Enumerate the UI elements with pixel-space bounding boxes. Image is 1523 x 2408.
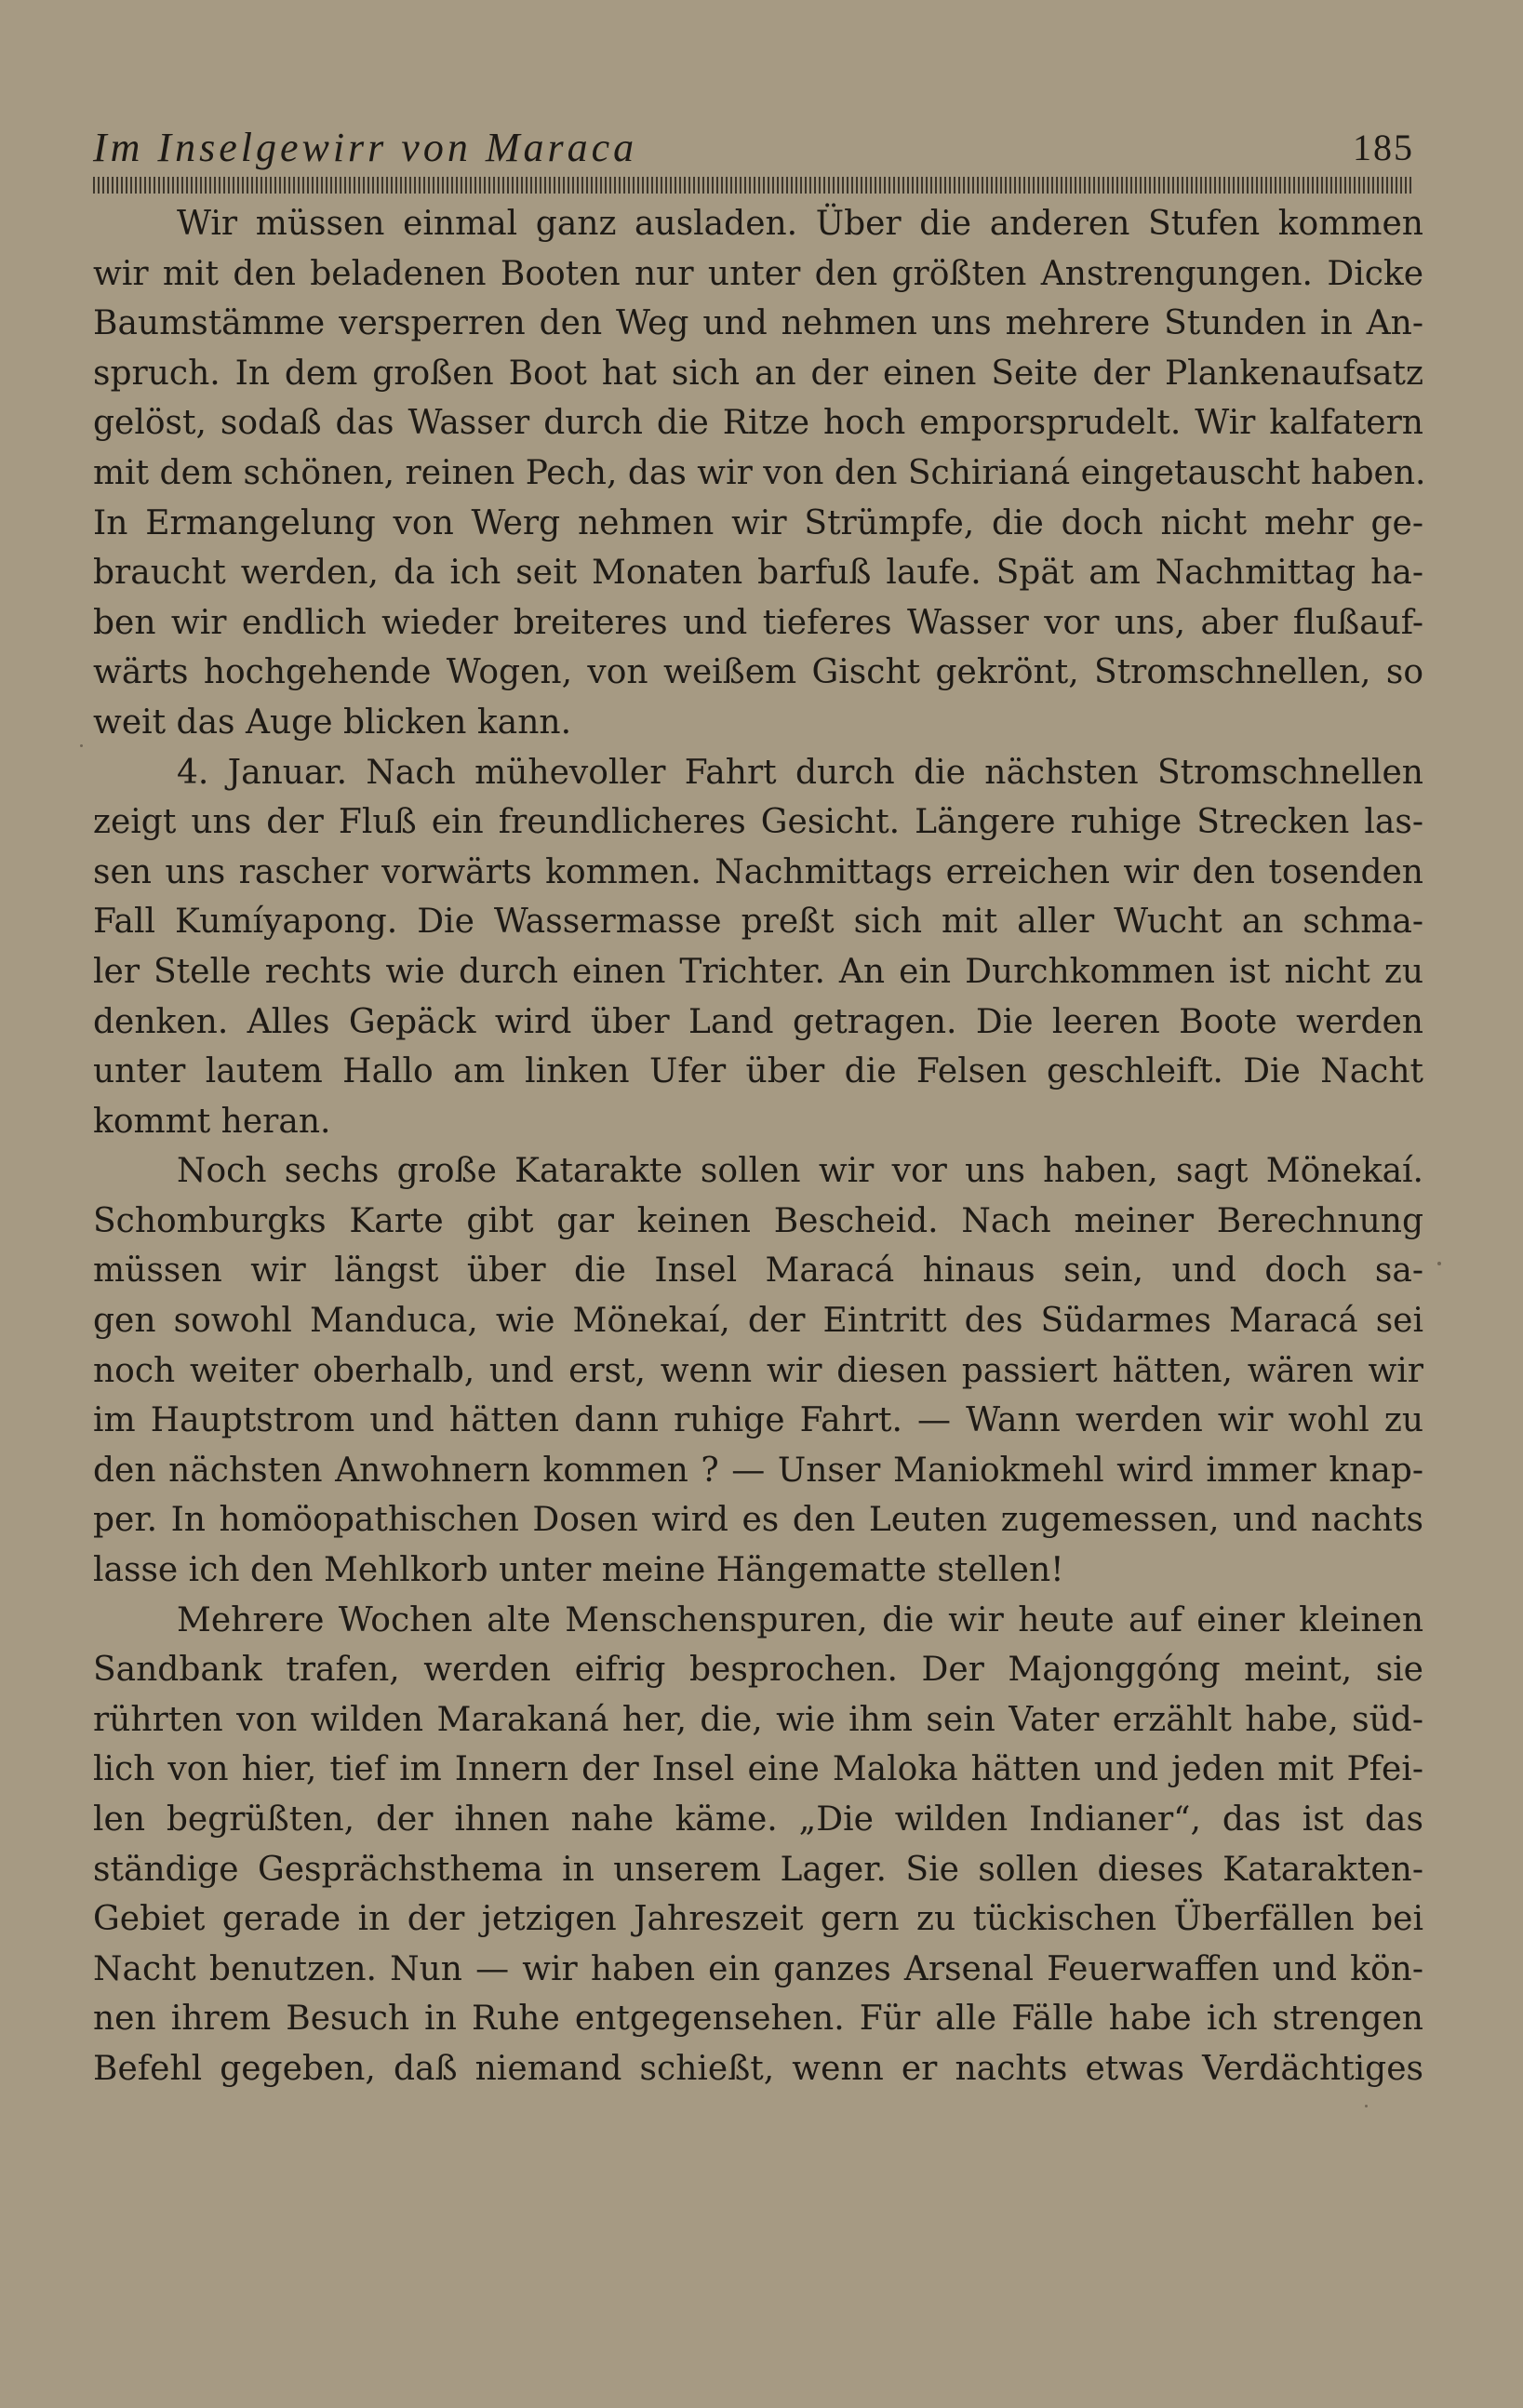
- text-line: lasse ich den Mehlkorb unter meine Hängematte stellen!: [93, 1551, 1064, 1590]
- body-text: [93, 199, 1426, 2094]
- text-line: ständige Gesprächsthema in unserem Lager. Sie sollen dieses Katarakten-: [93, 1850, 1423, 1889]
- ornamental-rule: [93, 177, 1414, 194]
- text-line: müssen wir längst über die Insel Maracá hinaus sein, und doch sa-: [93, 1251, 1423, 1291]
- text-line: Fall Kumíyapong. Die Wassermasse preßt sich mit aller Wucht an schma-: [93, 903, 1423, 942]
- text-line: mit dem schönen, reinen Pech, das wir von den Schirianá eingetauscht haben.: [93, 453, 1426, 492]
- running-head-title: Im Inselgewirr von Maraca: [93, 125, 638, 170]
- text-line: ler Stelle rechts wie durch einen Trichter. An ein Durchkommen ist nicht zu: [93, 952, 1423, 991]
- text-line: im Hauptstrom und hätten dann ruhige Fahrt. — Wann werden wir wohl zu: [93, 1401, 1423, 1440]
- text-line: noch weiter oberhalb, und erst, wenn wir diesen passiert hätten, wären wir: [93, 1351, 1423, 1390]
- text-line: Nacht benutzen. Nun — wir haben ein ganzes Arsenal Feuerwaffen und kön-: [93, 1949, 1423, 1988]
- text-line: Gebiet gerade in der jetzigen Jahreszeit gern zu tückischen Überfällen bei: [93, 1900, 1423, 1939]
- text-line: spruch. In dem großen Boot hat sich an der einen Seite der Plankenaufsatz: [93, 354, 1423, 393]
- text-line: Noch sechs große Katarakte sollen wir vor uns haben, sagt Mönekaí.: [177, 1152, 1423, 1191]
- page-number: 185: [1353, 127, 1414, 168]
- paper-speck: [1437, 1262, 1441, 1265]
- text-line: ben wir endlich wieder breiteres und tieferes Wasser vor uns, aber flußauf-: [93, 603, 1423, 642]
- text-line: wir mit den beladenen Booten nur unter den größten Anstrengungen. Dicke: [93, 254, 1423, 293]
- text-line: kommt heran.: [93, 1102, 331, 1141]
- text-line: gen sowohl Manduca, wie Mönekaí, der Eintritt des Südarmes Maracá sei: [93, 1302, 1423, 1341]
- text-line: wärts hochgehende Wogen, von weißem Gischt gekrönt, Stromschnellen, so: [93, 653, 1423, 692]
- text-line: Schomburgks Karte gibt gar keinen Bescheid. Nach meiner Berechnung: [93, 1201, 1423, 1240]
- paper-speck: [1365, 2105, 1368, 2107]
- text-line: nen ihrem Besuch in Ruhe entgegensehen. Für alle Fälle habe ich strengen: [93, 2000, 1423, 2039]
- text-line: In Ermangelung von Werg nehmen wir Strümpfe, die doch nicht mehr ge-: [93, 503, 1423, 542]
- running-head: [93, 119, 1414, 177]
- text-line: Sandbank trafen, werden eifrig besprochen. Der Majonggóng meint, sie: [93, 1651, 1423, 1690]
- text-line: braucht werden, da ich seit Monaten barfuß laufe. Spät am Nachmittag ha-: [93, 554, 1423, 593]
- text-line: den nächsten Anwohnern kommen ? — Unser Maniokmehl wird immer knap-: [93, 1451, 1423, 1490]
- text-line: rührten von wilden Marakaná her, die, wie ihm sein Vater erzählt habe, süd-: [93, 1700, 1423, 1739]
- text-line: 4. Januar. Nach mühevoller Fahrt durch die nächsten Stromschnellen: [177, 753, 1423, 792]
- text-line: weit das Auge blicken kann.: [93, 702, 572, 742]
- text-line: Mehrere Wochen alte Menschenspuren, die wir heute auf einer kleinen: [177, 1600, 1423, 1639]
- text-line: Befehl gegeben, daß niemand schießt, wenn er nachts etwas Verdächtiges: [93, 2049, 1423, 2088]
- text-line: lich von hier, tief im Innern der Insel eine Maloka hätten und jeden mit Pfei-: [93, 1750, 1423, 1789]
- text-line: sen uns rascher vorwärts kommen. Nachmittags erreichen wir den tosenden: [93, 852, 1423, 891]
- text-line: denken. Alles Gepäck wird über Land getragen. Die leeren Boote werden: [93, 1002, 1423, 1041]
- paper-speck: [80, 744, 83, 747]
- text-line: gelöst, sodaß das Wasser durch die Ritze hoch emporsprudelt. Wir kalfatern: [93, 404, 1423, 443]
- text-line: zeigt uns der Fluß ein freundlicheres Gesicht. Längere ruhige Strecken las-: [93, 803, 1423, 842]
- text-line: per. In homöopathischen Dosen wird es den Leuten zugemessen, und nachts: [93, 1501, 1423, 1540]
- text-line: len begrüßten, der ihnen nahe käme. „Die wilden Indianer“, das ist das: [93, 1800, 1423, 1839]
- text-line: unter lautem Hallo am linken Ufer über die Felsen geschleift. Die Nacht: [93, 1052, 1423, 1091]
- text-line: Wir müssen einmal ganz ausladen. Über die anderen Stufen kommen: [177, 205, 1423, 243]
- text-line: Baumstämme versperren den Weg und nehmen uns mehrere Stunden in An-: [93, 304, 1423, 343]
